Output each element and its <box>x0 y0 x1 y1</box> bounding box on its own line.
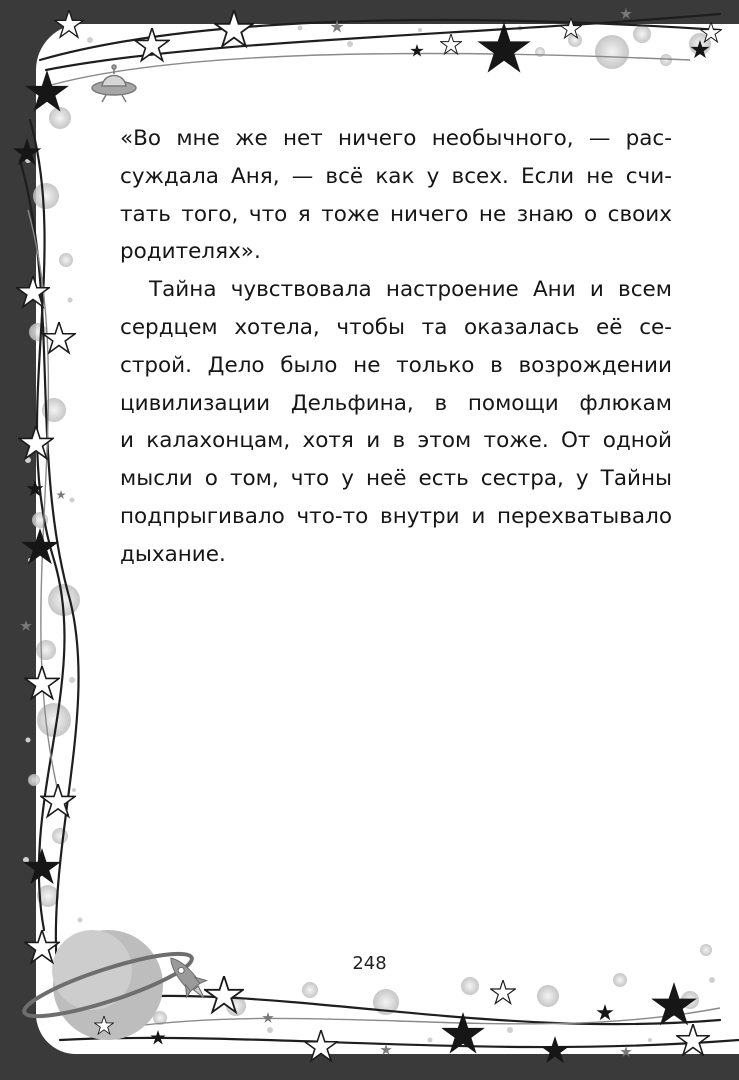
text-line: сердцем хотела, чтобы та оказалась её се- <box>120 314 672 340</box>
text-line: суждала Аня, — всё как у всех. Если не счи- <box>120 163 672 189</box>
text-line: «Во мне же нет ничего необычного, — рас- <box>120 126 672 151</box>
text-line: и калахонцам, хотя и в этом тоже. От одной <box>120 428 672 454</box>
text-line: Тайна чувствовала настроение Ани и всем <box>149 277 672 303</box>
text-line: подпрыгивало что-то внутри и перехватывало <box>120 503 672 529</box>
text-line: тать того, что я тоже ничего не знаю о своих <box>120 201 672 227</box>
text-line: цивилизации Дельфина, в помощи флюкам <box>120 390 672 416</box>
text-line: дыхание. <box>120 541 226 567</box>
body-text <box>120 120 672 574</box>
paragraph-2 <box>120 271 672 573</box>
paragraph-1 <box>120 120 672 271</box>
ufo-icon <box>92 65 136 102</box>
text-line: родителях». <box>120 239 261 265</box>
text-line: мысли о том, что у неё есть сестра, у Тайны <box>120 466 672 492</box>
page-number: 248 <box>352 953 387 974</box>
text-line: строй. Дело было не только в возрождении <box>120 352 672 378</box>
